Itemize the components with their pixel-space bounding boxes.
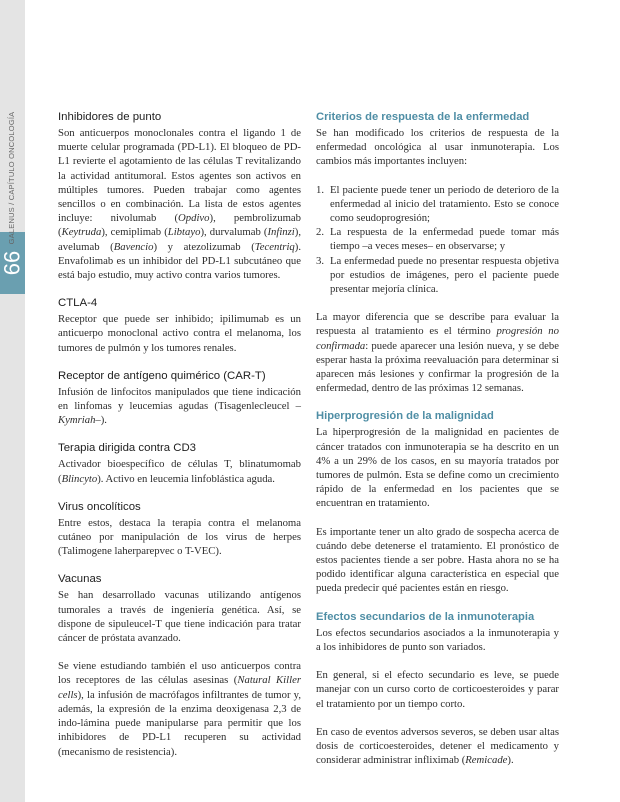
paragraph-efectos-1: Los efectos secundarios asociados a la inmunoterapia y a los inhibidores de punto son variados.	[316, 626, 559, 653]
paragraph-efectos-2: En general, si el efecto secundario es leve, se puede manejar con un curso corto de corticoesteroides y parar el tratamiento por un tiempo corto.	[316, 669, 559, 710]
heading-ctla4: CTLA-4	[58, 297, 98, 310]
paragraph-criterios-intro: Se han modificado los criterios de respuesta de la enfermedad oncológica al usar inmunoterapia. Los cambios más importantes incluyen:	[316, 127, 559, 168]
heading-cd3: Terapia dirigida contra CD3	[58, 442, 197, 455]
paragraph-vacunas-2: Se viene estudiando también el uso anticuerpos contra los receptores de las células asesinas (Natural Killer cells), la infusión de macrófagos infiltrantes de tumor y, además, la expresión de la enzima deoxigenasa 2,3 de indo-lámina puede manipularse para permitir que los inhibidores de PD-L1 recuperen su actividad (mecanismo de resistencia).	[58, 660, 301, 758]
paragraph-virus: Entre estos, destaca la terapia contra el melanoma cutáneo por manipulación de los virus de herpes (Talimogene laherparepvec o T-VEC).	[58, 516, 301, 558]
list-item: 2. La respuesta de la enfermedad puede tomar más tiempo –a veces meses– en observarse; y	[316, 226, 559, 253]
paragraph-efectos-3: En caso de eventos adversos severos, se deben usar altas dosis de corticoesteroides, detener el medicamento y considerar administrar infliximab (Remicade).	[316, 725, 559, 767]
criteria-list	[316, 183, 559, 297]
list-item: 3. La enfermedad puede no presentar respuesta objetiva por estudios de imágenes, pero el paciente puede presentar mejoría clínica.	[316, 254, 559, 296]
paragraph-car-t: Infusión de linfocitos manipulados que tiene indicación en linfomas y leucemias agudas (Tisagenlecleucel –Kymriah–).	[58, 385, 301, 427]
paragraph-inhibidores: Son anticuerpos monoclonales contra el ligando 1 de muerte celular programada (PD-L1). El bloqueo de PD-L1 revierte el agotamiento de las células T revitalizando la actividad antitumoral. Estos agentes son activos en múltiples tumores. Pueden trabajar como agentes sencillos o en combinación. La lista de estos agentes incluye: nivolumab (Opdivo), pembrolizumab (Keytruda), cemiplimab (Libtayo), durvalumab (Infinzi), avelumab (Bavencio) y atezolizumab (Tecentriq). Envafolimab es un inhibidor del PD-L1 subcutáneo que está bajo estudio, muy activo contra varios tumores.	[58, 127, 302, 282]
heading-hiperprogresion: Hiperprogresión de la malignidad	[316, 410, 494, 423]
heading-car-t: Receptor de antígeno quimérico (CAR-T)	[58, 369, 266, 382]
heading-vacunas: Vacunas	[58, 573, 102, 586]
paragraph-cd3: Activador bioespecífico de células T, blinatumomab (Blincyto). Activo en leucemia linfoblástica aguda.	[58, 458, 301, 485]
running-head: GALENUS / CAPÍTULO ONCOLOGÍA	[7, 111, 16, 245]
paragraph-hiperprogresion-1: La hiperprogresión de la malignidad en pacientes de cáncer tratados con inmunoterapia se ha descrito en un 4% a un 29% de los casos, en su mayoría tratados por tumores de pulmón. Esta se define como un crecimiento rápido de la enfermedad en los pacientes que se encuentran en tratamiento.	[316, 426, 559, 510]
paragraph-vacunas-1: Se han desarrollado vacunas utilizando antígenos tumorales a través de ingeniería genética. Así, se dispone de sipuleucel-T que tiene indicación para tratar cáncer de próstata avanzado.	[58, 589, 301, 645]
list-item: 1. El paciente puede tener un periodo de deterioro de la enfermedad al inicio del tratamiento. Esto se conoce como seudoprogresión;	[316, 183, 559, 225]
right-column	[316, 110, 559, 767]
paragraph-hiperprogresion-2: Es importante tener un alto grado de sospecha acerca de cuándo debe detenerse el tratamiento. El pronóstico de estos pacientes tiende a ser pobre. Hasta ahora no se ha podido identificar alguna característica en especial que pueda predecir qué pacientes están en riesgo.	[316, 525, 559, 595]
heading-criterios: Criterios de respuesta de la enfermedad	[316, 111, 530, 123]
paragraph-ctla4: Receptor que puede ser inhibido; ipilimumab es un anticuerpo monoclonal activo contra el melanoma, los tumores de pulmón y los tumores renales.	[58, 313, 301, 354]
paragraph-progresion: La mayor diferencia que se describe para evaluar la respuesta al tratamiento es el término progresión no confirmada: puede aparecer una lesión nueva, y se debe esperar hasta la próxima reevaluación para determinar si aparecen más lesiones y confirmar la progresión de la enfermedad, dentro de las próximas 12 semanas.	[316, 311, 559, 395]
heading-inhibidores: Inhibidores de punto	[58, 111, 162, 123]
heading-efectos: Efectos secundarios de la inmunoterapia	[316, 610, 535, 623]
page-number: 66	[0, 250, 25, 276]
heading-virus: Virus oncolíticos	[58, 500, 141, 513]
left-column	[58, 110, 301, 759]
